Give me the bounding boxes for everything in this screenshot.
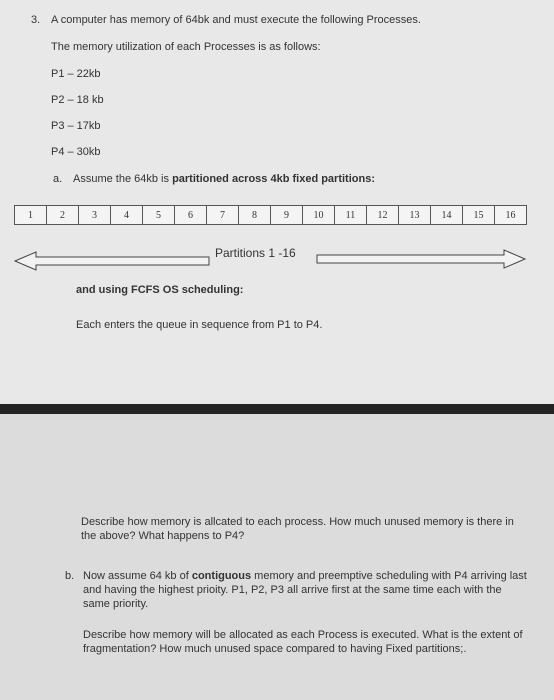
process-p2: P2 – 18 kb [51, 94, 104, 106]
partition-cell: 10 [303, 206, 335, 224]
part-b-before: Now assume 64 kb of [83, 570, 192, 582]
partition-cell: 12 [367, 206, 399, 224]
lower-page [0, 414, 554, 700]
part-b-after: memory and preemptive scheduling with P4 arriving last and having the highest prioity. P1, P2, P3 all arrive first at the same time each with the same priority. [83, 570, 527, 610]
utilization-label: The memory utilization of each Processes is as follows: [51, 41, 321, 53]
scheduling-text: and using FCFS OS scheduling: [76, 284, 244, 296]
partition-cell: 14 [431, 206, 463, 224]
partition-cell: 9 [271, 206, 303, 224]
process-p1: P1 – 22kb [51, 68, 101, 80]
part-b-bold: contiguous [191, 570, 252, 582]
part-a-letter: a. [53, 173, 63, 185]
part-b-letter: b. [65, 570, 75, 582]
question-number: 3. [31, 14, 41, 26]
right-arrow-icon [316, 249, 526, 269]
left-arrow-icon [14, 251, 210, 271]
partition-cell: 13 [399, 206, 431, 224]
process-p3: P3 – 17kb [51, 120, 101, 132]
partition-cell: 5 [143, 206, 175, 224]
part-b-describe: Describe how memory will be allocated as each Process is executed. What is the extent of fragmentation? How much unused space compared to having Fixed partitions;. [83, 629, 523, 655]
partition-cell: 3 [79, 206, 111, 224]
part-a-bold: partitioned across 4kb fixed partitions: [172, 173, 375, 185]
partitions-label: Partitions 1 -16 [215, 246, 296, 260]
page-divider [0, 404, 554, 414]
queue-text: Each enters the queue in sequence from P1 to P4. [76, 319, 323, 331]
partition-cell: 4 [111, 206, 143, 224]
partition-cell: 1 [15, 206, 47, 224]
partition-cell: 15 [463, 206, 495, 224]
partition-cell: 7 [207, 206, 239, 224]
partition-cell: 6 [175, 206, 207, 224]
part-a-prefix: Assume the 64kb is [73, 173, 173, 185]
part-b-text [83, 569, 528, 611]
partition-cell: 8 [239, 206, 271, 224]
process-p4: P4 – 30kb [51, 146, 101, 158]
part-a-heading [73, 172, 375, 186]
partition-strip [14, 205, 527, 225]
partition-cell: 11 [335, 206, 367, 224]
part-a-describe: Describe how memory is allcated to each process. How much unused memory is there in the above? What happens to P4? [81, 516, 514, 542]
partition-cell: 2 [47, 206, 79, 224]
question-intro: A computer has memory of 64bk and must execute the following Processes. [51, 14, 421, 26]
partition-cell: 16 [505, 209, 516, 221]
